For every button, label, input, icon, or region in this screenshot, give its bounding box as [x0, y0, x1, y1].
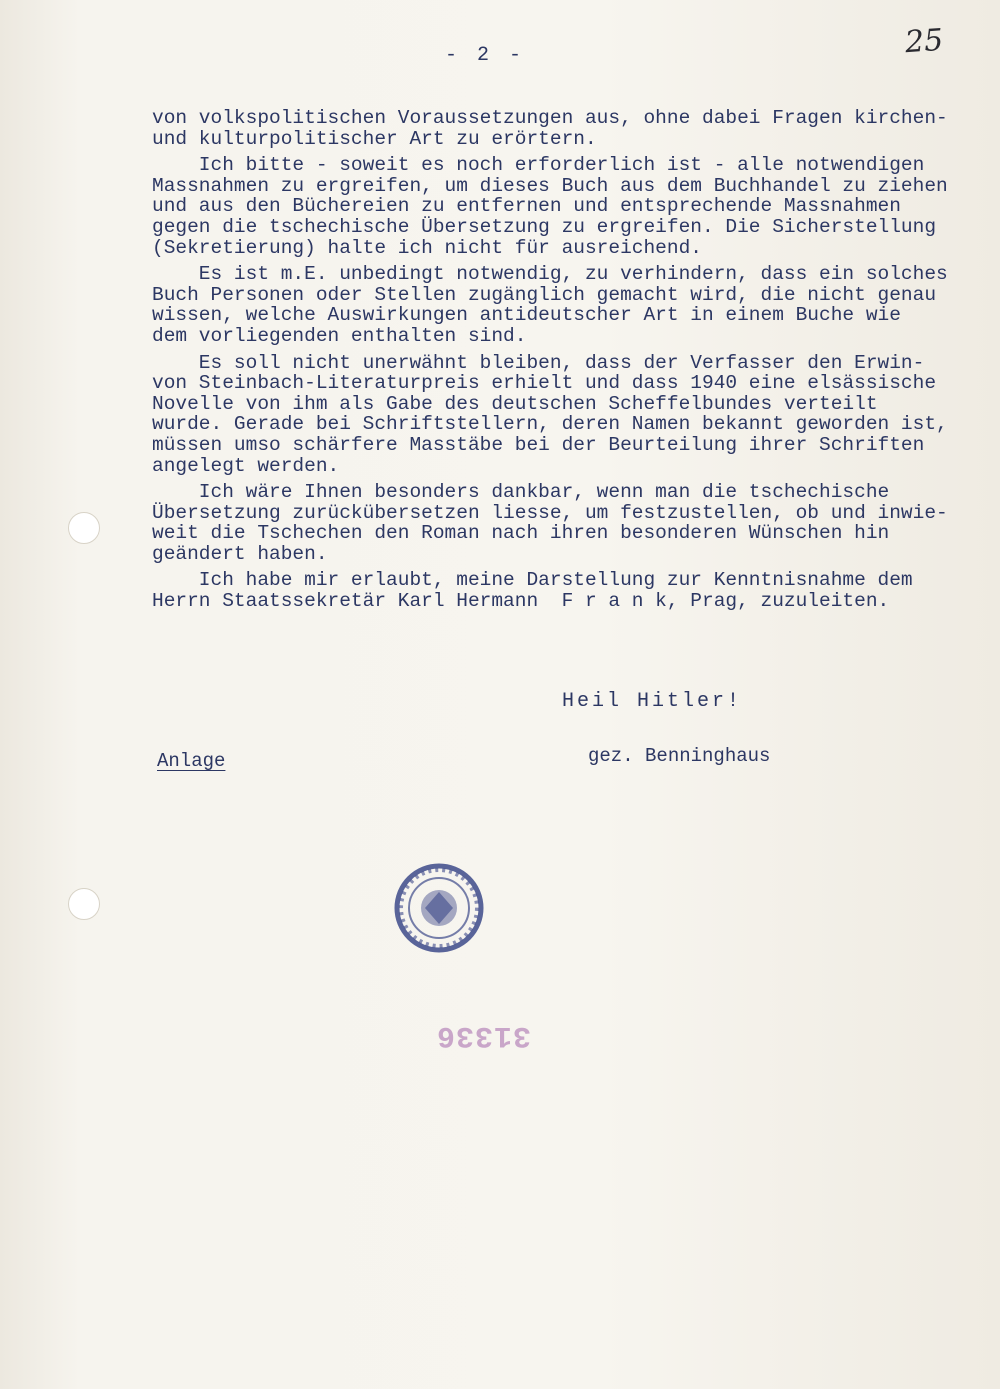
page-number: - 2 - [445, 44, 526, 67]
paragraph: Ich habe mir erlaubt, meine Darstellung zur Kenntnisnahme dem Herrn Staatssekretär Karl Hermann F r a n k, Prag, zuzuleiten. [152, 569, 913, 613]
paragraph: Ich bitte - soweit es noch erforderlich ist - alle notwendigen Massnahmen zu ergreifen, um dieses Buch aus dem Buchhandel zu ziehen und aus den Büchereien zu entfernen und entsprechende Massnahmen gegen die tschechische Übersetzung zu ergreifen. Die Sicherstellung (Sekretierung) halte ich nicht für ausreichend. [152, 154, 948, 259]
paragraph: Ich wäre Ihnen besonders dankbar, wenn man die tschechische Übersetzung zurückübersetzen liesse, um festzustellen, ob und inwie- weit die Tschechen den Roman nach ihren besonderen Wünschen hin geändert haben. [152, 481, 948, 565]
paragraph: Es ist m.E. unbedingt notwendig, zu verhindern, dass ein solches Buch Personen oder Stellen zugänglich gemacht wird, die nicht genau wissen, welche Auswirkungen antideutscher Art in einem Buche wie dem vorliegenden enthalten sind. [152, 263, 948, 347]
closing-greeting: Heil Hitler! [562, 690, 743, 713]
letter-body [152, 108, 992, 612]
paragraph: von volkspolitischen Voraussetzungen aus, ohne dabei Fragen kirchen- und kulturpolitischer Art zu erörtern. [152, 107, 948, 150]
handwritten-folio-number: 25 [903, 22, 945, 61]
punch-hole [68, 888, 100, 920]
archive-number-stamp: 31336 [436, 1018, 532, 1052]
paragraph: Es soll nicht unerwähnt bleiben, dass der Verfasser den Erwin- von Steinbach-Literaturpreis erhielt und dass 1940 eine elsässische Novelle von ihm als Gabe des deutschen Scheffelbundes verteilt wurde. Gerade bei Schriftstellern, deren Namen bekannt geworden ist, müssen umso schärfere Masstäbe bei der Beurteilung ihrer Schriften angelegt werden. [152, 351, 948, 477]
punch-hole [68, 512, 100, 544]
signature-line: gez. Benninghaus [588, 745, 771, 767]
circular-archive-seal-icon [393, 862, 485, 954]
enclosure-label: Anlage [157, 750, 226, 772]
